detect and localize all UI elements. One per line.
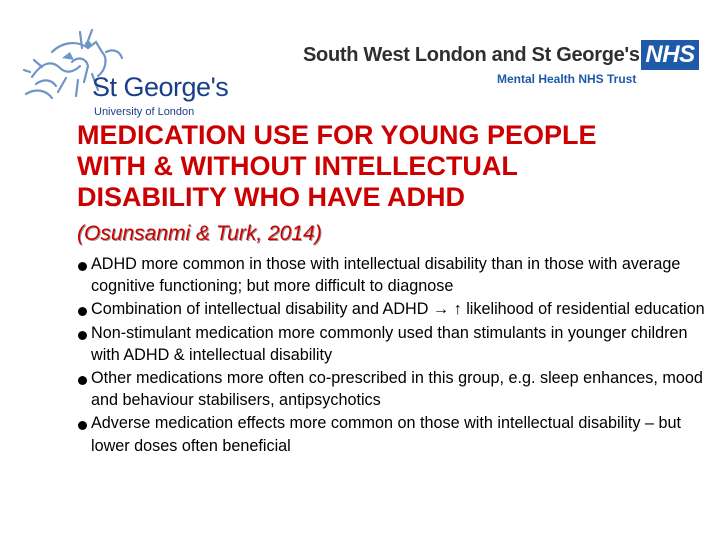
st-georges-logo-name: St George's	[92, 72, 229, 102]
nhs-logo-badge: NHS	[641, 40, 699, 70]
trust-logo-subtitle: Mental Health NHS Trust	[497, 72, 637, 86]
bullet-text: ADHD more common in those with intellectual disability than in those with average cognitive functioning; but more difficult to diagnose	[91, 255, 681, 296]
slide-title-line: WITH & WITHOUT INTELLECTUAL	[77, 151, 518, 181]
bullet-item	[76, 322, 708, 366]
slide-title	[77, 120, 697, 213]
bullet-text: Other medications more often co-prescribed in this group, e.g. sleep enhances, mood and behaviour stabilisers, antipsychotics	[91, 369, 703, 410]
bullet-text: Adverse medication effects more common on those with intellectual disability – but lower doses often beneficial	[91, 414, 681, 455]
bullet-item	[76, 367, 708, 411]
st-georges-logo-subtitle: University of London	[94, 106, 195, 118]
slide-title-line: MEDICATION USE FOR YOUNG PEOPLE	[77, 120, 597, 150]
bullet-dot-icon	[78, 331, 87, 340]
bullet-item	[76, 253, 708, 297]
bullet-list	[76, 253, 708, 458]
bullet-item	[76, 298, 708, 320]
slide-title-line: DISABILITY WHO HAVE ADHD	[77, 182, 466, 212]
bullet-text: Non-stimulant medication more commonly used than stimulants in younger children with ADHD & intellectual disability	[91, 323, 688, 364]
bullet-dot-icon	[78, 421, 87, 430]
bullet-item	[76, 412, 708, 456]
bullet-text: Combination of intellectual disability and ADHD → ↑ likelihood of residential education	[91, 300, 705, 319]
trust-logo-name: South West London and St George's	[303, 44, 640, 66]
slide-citation: (Osunsanmi & Turk, 2014)	[77, 222, 322, 245]
bullet-dot-icon	[78, 376, 87, 385]
bullet-dot-icon	[78, 262, 87, 271]
bullet-dot-icon	[78, 307, 87, 316]
